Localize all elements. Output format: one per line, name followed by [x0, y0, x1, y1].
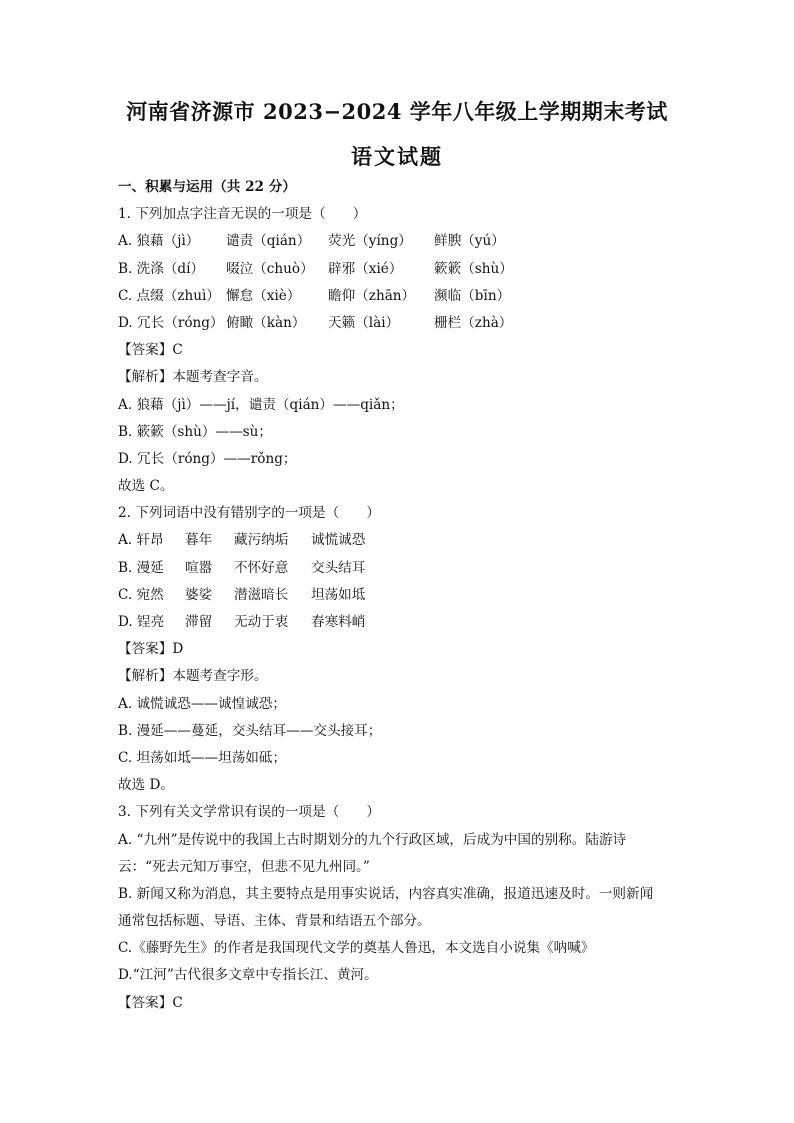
option-item: 栅栏（zhà）: [434, 314, 513, 331]
document-subtitle: 语文试题: [351, 144, 443, 169]
option-item: 簌簌（shù）: [434, 260, 513, 277]
option-item: 坦荡如坻: [311, 586, 366, 603]
document-body: [118, 174, 678, 1017]
section-heading: 一、积累与运用（共 22 分）: [118, 179, 296, 195]
option-item: 暮年: [185, 532, 213, 549]
option-item: 鲜腴（yú）: [434, 233, 505, 250]
question-1-analysis: 【解析】本题考查字音。: [118, 369, 268, 386]
question-1-analysis: 故选 C。: [118, 478, 174, 495]
option-item: 濒临（bīn）: [434, 287, 511, 304]
question-3-option-line: D.“江河”古代很多文章中专指长江、黄河。: [118, 967, 378, 984]
question-1-option-b: [118, 256, 678, 283]
question-2-analysis: A. 诚慌诚恐——诚惶诚恐；: [118, 695, 286, 712]
question-1-analysis: A. 狼藉（jì）——jí，谴责（qián）——qiǎn；: [118, 396, 404, 413]
option-item: A. 狼藉（jì）: [118, 233, 200, 250]
question-3-option-line: 通常包括标题、导语、主体、背景和结语五个部分。: [118, 913, 431, 930]
option-item: 喧嚣: [185, 559, 213, 576]
question-1-answer: 【答案】C: [118, 342, 183, 359]
option-item: C. 宛然: [118, 586, 164, 603]
option-item: 无动于衷: [234, 614, 289, 630]
option-item: 诚慌诚恐: [311, 532, 366, 549]
question-2-analysis: 【解析】本题考查字形。: [118, 668, 268, 685]
option-item: 滞留: [185, 614, 213, 630]
question-2-stem: 2. 下列词语中没有错别字的一项是（ ）: [118, 505, 380, 522]
option-item: 潜滋暗长: [234, 586, 289, 603]
option-item: C. 点缀（zhuì）: [118, 287, 220, 304]
question-3-option-line: A. “九州”是传说中的我国上古时期划分的九个行政区域，后成为中国的别称。陆游诗: [118, 831, 627, 848]
option-item: 春寒料峭: [311, 614, 366, 630]
option-item: 交头结耳: [311, 559, 366, 576]
question-3-option-line: 云：“死去元知万事空，但悲不见九州同。”: [118, 858, 370, 875]
option-item: 俯瞰（kàn）: [226, 314, 306, 331]
question-3-option-line: C.《藤野先生》的作者是我国现代文学的奠基人鲁迅，本文选自小说集《呐喊》: [118, 940, 595, 957]
question-2-option-d: [118, 609, 678, 636]
question-1-option-a: [118, 228, 678, 255]
document-title: 河南省济源市 2023−2024 学年八年级上学期期末考试: [126, 99, 668, 124]
option-item: A. 轩昂: [118, 532, 164, 549]
question-2-option-a: [118, 527, 678, 554]
option-item: 婆娑: [185, 586, 213, 603]
question-2-analysis: B. 漫延——蔓延，交头结耳——交头接耳；: [118, 722, 382, 739]
question-1-stem: 1. 下列加点字注音无误的一项是（ ）: [118, 206, 367, 223]
option-item: 荧光（yíng）: [328, 233, 412, 250]
option-item: B. 洗涤（dí）: [118, 260, 205, 277]
question-2-analysis: C. 坦荡如坻——坦荡如砥；: [118, 749, 287, 766]
question-2-analysis: 故选 D。: [118, 777, 175, 794]
question-1-option-d: [118, 310, 678, 337]
question-3-stem: 3. 下列有关文学常识有误的一项是（ ）: [118, 804, 380, 821]
question-2-answer: 【答案】D: [118, 641, 184, 658]
option-item: 辟邪（xié）: [328, 260, 403, 277]
option-item: D. 冗长（róng）: [118, 314, 224, 331]
question-1-analysis: B. 簌簌（shù）——sù；: [118, 423, 273, 440]
option-item: 天籁（lài）: [328, 314, 400, 331]
option-item: 谴责（qián）: [226, 233, 311, 250]
question-1-analysis: D. 冗长（róng）——rǒng；: [118, 450, 297, 467]
option-item: 藏污纳垢: [234, 532, 289, 549]
option-item: 不怀好意: [234, 559, 289, 576]
option-item: D. 锃亮: [118, 614, 165, 630]
question-1-option-c: [118, 283, 678, 310]
question-2-option-b: [118, 555, 678, 582]
question-3-answer: 【答案】C: [118, 994, 183, 1011]
option-item: 啜泣（chuò）: [226, 260, 314, 277]
option-item: 懈怠（xiè）: [226, 287, 301, 304]
option-item: 瞻仰（zhān）: [328, 287, 416, 304]
option-item: B. 漫延: [118, 559, 164, 576]
question-3-option-line: B. 新闻又称为消息，其主要特点是用事实说话，内容真实准确，报道迅速及时。一则新闻: [118, 885, 654, 902]
question-2-option-c: [118, 582, 678, 609]
